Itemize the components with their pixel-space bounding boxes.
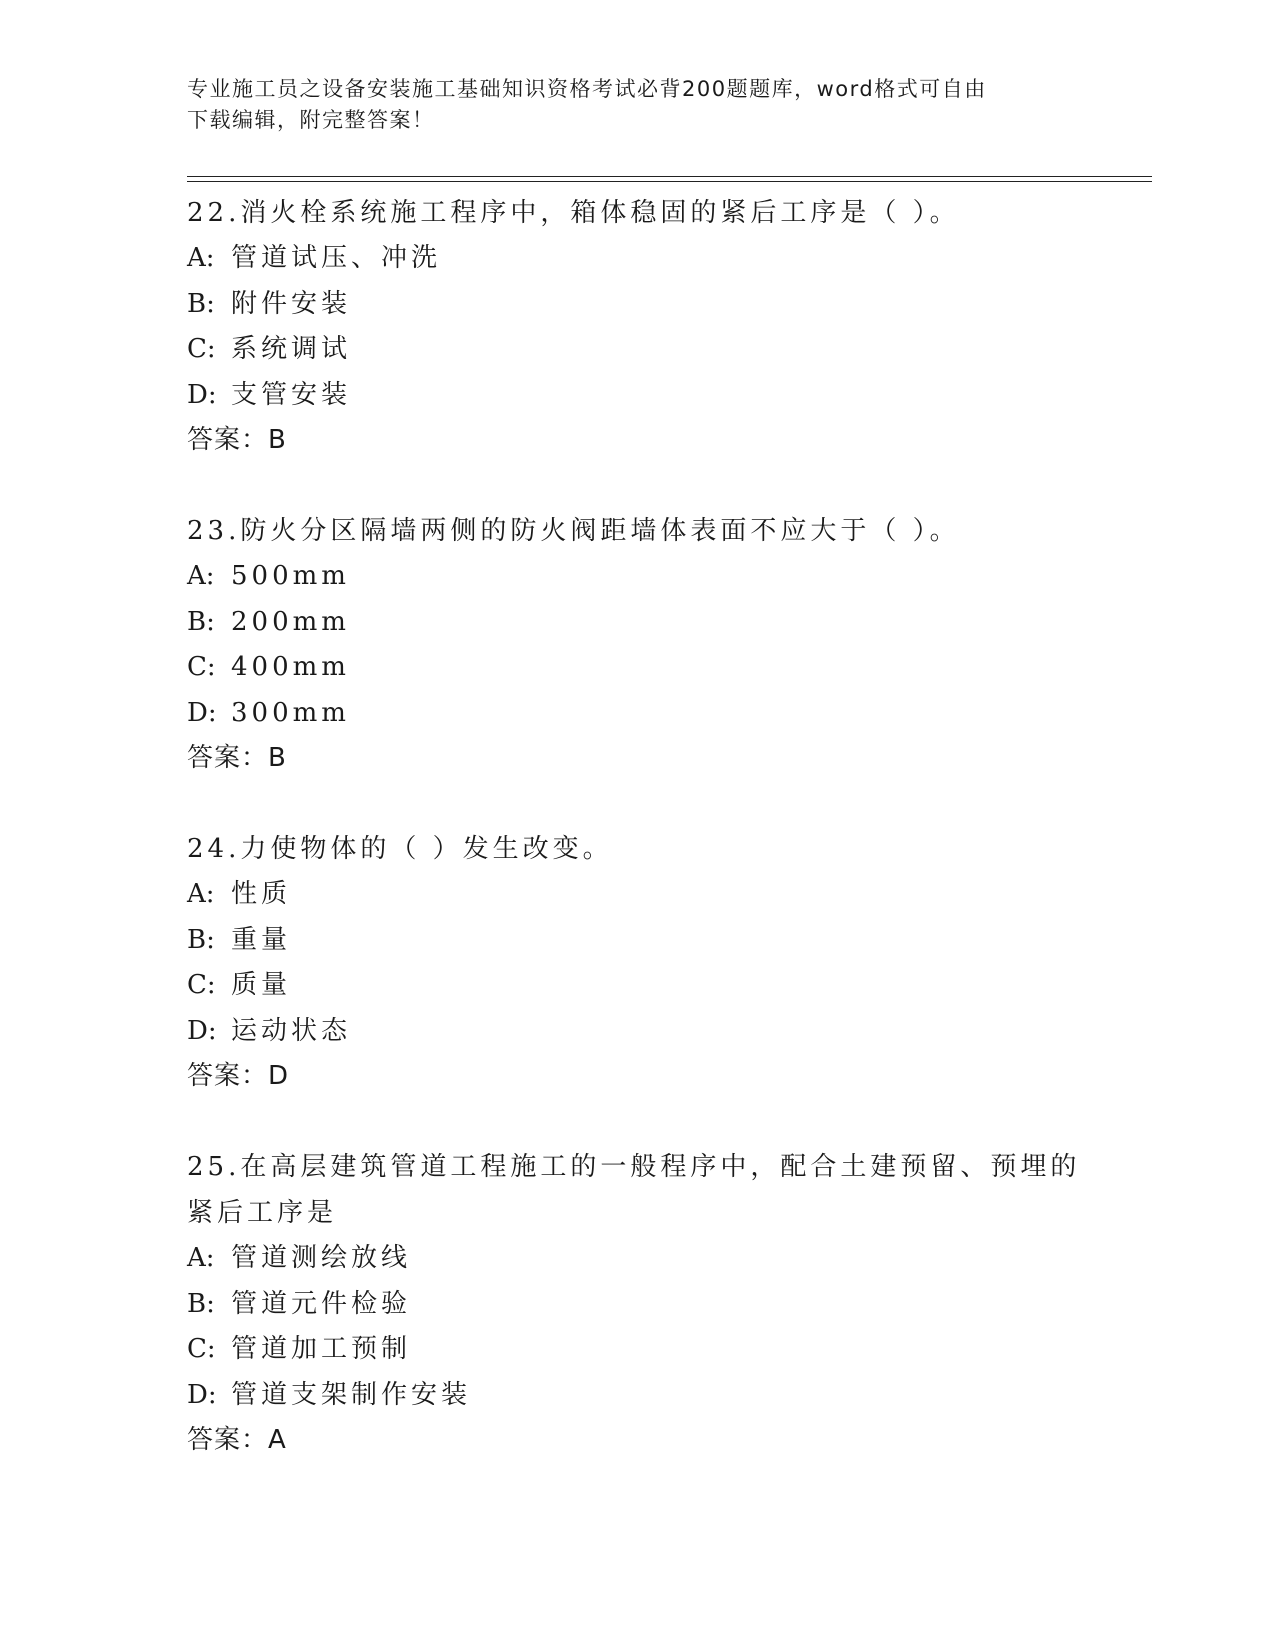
answer-line: 答案：A bbox=[187, 1425, 287, 1455]
option-letter: D: bbox=[187, 1379, 217, 1410]
option-letter: A: bbox=[187, 243, 215, 273]
option-a bbox=[187, 1236, 1087, 1282]
answer-line: 答案：D bbox=[187, 1061, 290, 1091]
header-divider-bottom bbox=[187, 181, 1152, 182]
question-25 bbox=[187, 1144, 1087, 1463]
option-letter: D: bbox=[187, 1015, 217, 1046]
option-letter: A: bbox=[187, 1243, 215, 1273]
option-d bbox=[187, 691, 1087, 737]
option-text: 系统调试 bbox=[231, 334, 352, 364]
option-letter: B: bbox=[187, 924, 215, 955]
option-letter: C: bbox=[187, 334, 216, 364]
option-a bbox=[187, 236, 1087, 282]
option-text: 管道加工预制 bbox=[231, 1334, 412, 1364]
option-letter: A: bbox=[187, 561, 215, 591]
option-text: 运动状态 bbox=[231, 1015, 352, 1046]
option-c bbox=[187, 1327, 1087, 1373]
option-b bbox=[187, 282, 1087, 328]
option-text: 管道测绘放线 bbox=[231, 1243, 412, 1273]
option-letter: B: bbox=[187, 288, 215, 319]
option-text: 附件安装 bbox=[231, 288, 352, 319]
option-text: 管道试压、冲洗 bbox=[231, 243, 442, 273]
option-a bbox=[187, 872, 1087, 918]
header-line-1: 专业施工员之设备安装施工基础知识资格考试必背200题题库，word格式可自由 bbox=[187, 77, 987, 101]
option-d bbox=[187, 373, 1087, 419]
answer-line: 答案：B bbox=[187, 425, 287, 455]
option-text: 管道支架制作安装 bbox=[231, 1379, 472, 1410]
option-text: 质量 bbox=[231, 970, 292, 1000]
option-d bbox=[187, 1009, 1087, 1055]
question-stem: 25.在高层建筑管道工程施工的一般程序中，配合土建预留、预埋的紧后工序是 bbox=[187, 1152, 1081, 1228]
question-stem: 23.防火分区隔墙两侧的防火阀距墙体表面不应大于（ ）。 bbox=[187, 516, 960, 546]
option-c bbox=[187, 645, 1087, 691]
option-text: 300mm bbox=[231, 697, 350, 728]
question-list bbox=[187, 190, 1087, 1508]
option-letter: B: bbox=[187, 606, 215, 637]
question-24 bbox=[187, 826, 1087, 1099]
option-b bbox=[187, 600, 1087, 646]
header-line-2: 下载编辑，附完整答案！ bbox=[187, 108, 435, 132]
answer-line: 答案：B bbox=[187, 743, 287, 773]
option-letter: D: bbox=[187, 379, 217, 410]
question-stem: 22.消火栓系统施工程序中，箱体稳固的紧后工序是（ ）。 bbox=[187, 198, 960, 228]
option-c bbox=[187, 327, 1087, 373]
question-22 bbox=[187, 190, 1087, 463]
option-letter: A: bbox=[187, 879, 215, 909]
option-d bbox=[187, 1373, 1087, 1419]
option-a bbox=[187, 554, 1087, 600]
option-text: 200mm bbox=[231, 606, 350, 637]
option-letter: B: bbox=[187, 1288, 215, 1319]
document-header bbox=[187, 74, 1067, 136]
option-text: 500mm bbox=[231, 561, 350, 591]
option-letter: D: bbox=[187, 697, 217, 728]
question-23 bbox=[187, 508, 1087, 781]
option-b bbox=[187, 1282, 1087, 1328]
option-text: 400mm bbox=[231, 652, 350, 682]
question-stem: 24.力使物体的（ ）发生改变。 bbox=[187, 834, 613, 864]
option-letter: C: bbox=[187, 652, 216, 682]
option-b bbox=[187, 918, 1087, 964]
option-c bbox=[187, 963, 1087, 1009]
option-text: 性质 bbox=[231, 879, 292, 909]
option-text: 支管安装 bbox=[231, 379, 352, 410]
header-divider-top bbox=[187, 176, 1152, 177]
option-text: 管道元件检验 bbox=[231, 1288, 412, 1319]
option-letter: C: bbox=[187, 970, 216, 1000]
option-text: 重量 bbox=[231, 924, 292, 955]
option-letter: C: bbox=[187, 1334, 216, 1364]
